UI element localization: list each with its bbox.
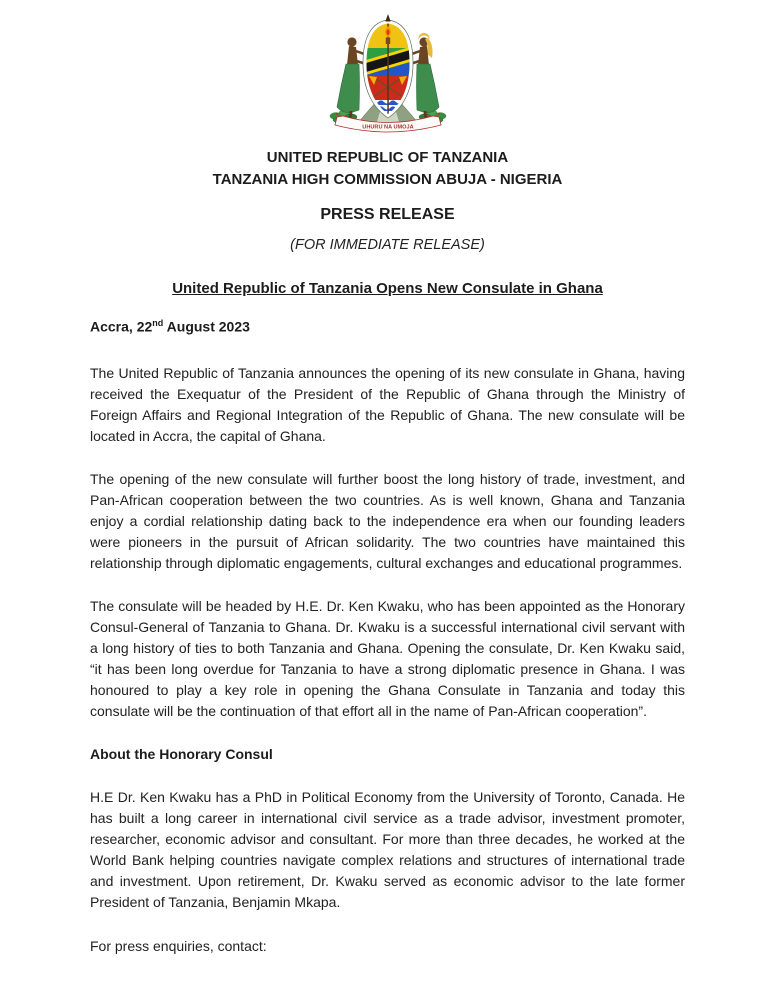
commission-line: TANZANIA HIGH COMMISSION ABUJA - NIGERIA — [212, 171, 563, 188]
document-title: United Republic of Tanzania Opens New Consulate in Ghana — [172, 280, 603, 297]
press-contact-line: For press enquiries, contact: — [90, 937, 267, 954]
release-status-line: (FOR IMMEDIATE RELEASE) — [290, 237, 485, 253]
motto-text: UHURU NA UMOJA — [361, 124, 414, 131]
emblem-container — [90, 13, 685, 137]
dateline-prefix: Accra, 22 — [90, 318, 153, 335]
right-supporter — [410, 33, 439, 122]
body-paragraph-3: The consulate will be headed by H.E. Dr. Ken Kwaku, who has been appointed as the Honorary Consul-General of Tanzania to Ghana. Dr. Kwaku is a successful international civil servant with a long history of ties to both Tanzania and Ghana. Opening the consulate, Dr. Ken Kwaku said, “it has been long overdue for Tanzania to have a strong diplomatic presence in Ghana. I was honoured to play a key role in opening the Ghana Consulate in Tanzania and today this consulate will be the continuation of that effort all in the name of Pan-African cooperation”. — [90, 597, 685, 719]
section-heading: About the Honorary Consul — [90, 745, 273, 762]
shield — [363, 14, 413, 118]
body-paragraph-1: The United Republic of Tanzania announces the opening of its new consulate in Ghana, having received the Exequatur of the President of the Republic of Ghana through the Ministry of Foreign Affairs and Regional Integration of the Republic of Ghana. The new consulate will be located in Accra, the capital of Ghana. — [90, 364, 685, 444]
body-paragraph-4: H.E Dr. Ken Kwaku has a PhD in Political Economy from the University of Toronto, Canada. He has built a long career in international civil service as a trade advisor, investment promoter, researcher, economic advisor and consultant. For more than three decades, he worked at the World Bank helping countries navigate complex relations and structures of international trade and investment. Upon retirement, Dr. Kwaku served as economic advisor to the late former President of Tanzania, Benjamin Mkapa. — [90, 788, 685, 910]
letterhead — [90, 147, 685, 191]
org-name-line: UNITED REPUBLIC OF TANZANIA — [266, 149, 509, 166]
dateline-ordinal: nd — [152, 318, 164, 328]
press-release-label: PRESS RELEASE — [320, 206, 455, 223]
body-paragraph-2: The opening of the new consulate will further boost the long history of trade, investment, and Pan-African cooperation between the two countries. As is well known, Ghana and Tanzania enjoy a cordial relationship dating back to the independence era when our founding leaders were pioneers in the pursuit of African solidarity. The two countries have maintained this relationship through diplomatic engagements, cultural exchanges and educational programmes. — [90, 470, 685, 571]
left-supporter — [337, 37, 366, 122]
tanzania-coat-of-arms-icon — [313, 13, 463, 137]
dateline-suffix: August 2023 — [163, 318, 250, 335]
dateline — [90, 315, 685, 336]
